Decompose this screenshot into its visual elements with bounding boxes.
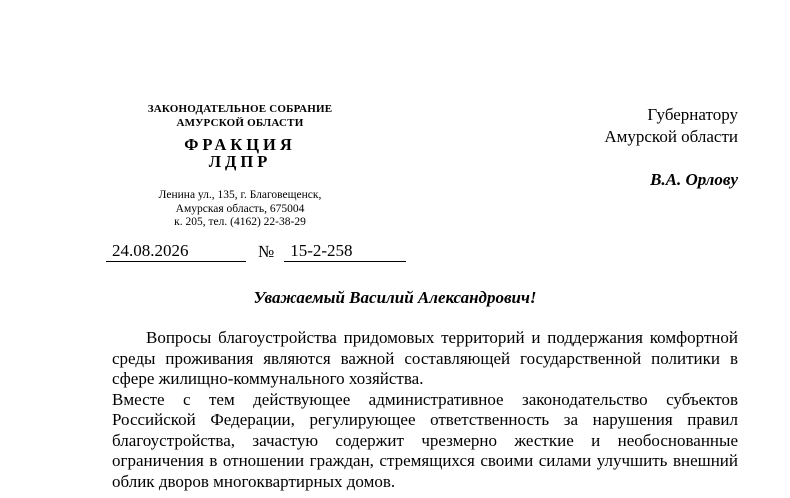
recipient-name: В.А. Орлову: [650, 170, 738, 189]
recipient-line1: Губернатору: [647, 105, 738, 124]
sender-address-line2: Амурская область, 675004: [175, 202, 305, 215]
recipient-block: [604, 104, 738, 148]
body-paragraph-1: Вопросы благоустройства придомовых территорий и поддержания комфортной среды проживания являются важной составляющей государственной политики в сфере жилищно-коммунального хозяйства.: [112, 328, 738, 388]
recipient-line2: Амурской области: [604, 127, 738, 146]
sender-org-line1: ЗАКОНОДАТЕЛЬНОЕ СОБРАНИЕ: [147, 103, 333, 115]
registration-date: 24.08.2026: [106, 241, 246, 262]
body-paragraph-2: Вместе с тем действующее административное законодательство субъектов Российской Федерации, регулирующее ответственность за нарушения правил благоустройства, зачастую содержит чрезмерно жесткие и необоснованные ограничения в отношении граждан, стремящихся своими силами улучшить внешний облик дворов многоквартирных домов.: [112, 389, 738, 491]
registration-line: [106, 240, 406, 262]
salutation: Уважаемый Василий Александрович!: [253, 288, 537, 307]
sender-address-line1: Ленина ул., 135, г. Благовещенск,: [158, 189, 322, 201]
letter-body: [112, 328, 738, 492]
sender-address: [120, 189, 360, 230]
sender-faction-line1: ФРАКЦИЯ: [184, 135, 296, 154]
sender-organization: [120, 102, 360, 130]
sender-org-line2: АМУРСКОЙ ОБЛАСТИ: [176, 117, 304, 129]
registration-number-sign: №: [258, 242, 275, 261]
sender-faction: [120, 136, 360, 170]
sender-address-line3: к. 205, тел. (4162) 22-38-29: [174, 216, 306, 228]
sender-faction-line2: ЛДПР: [208, 152, 272, 171]
registration-number: 15-2-258: [284, 241, 406, 262]
